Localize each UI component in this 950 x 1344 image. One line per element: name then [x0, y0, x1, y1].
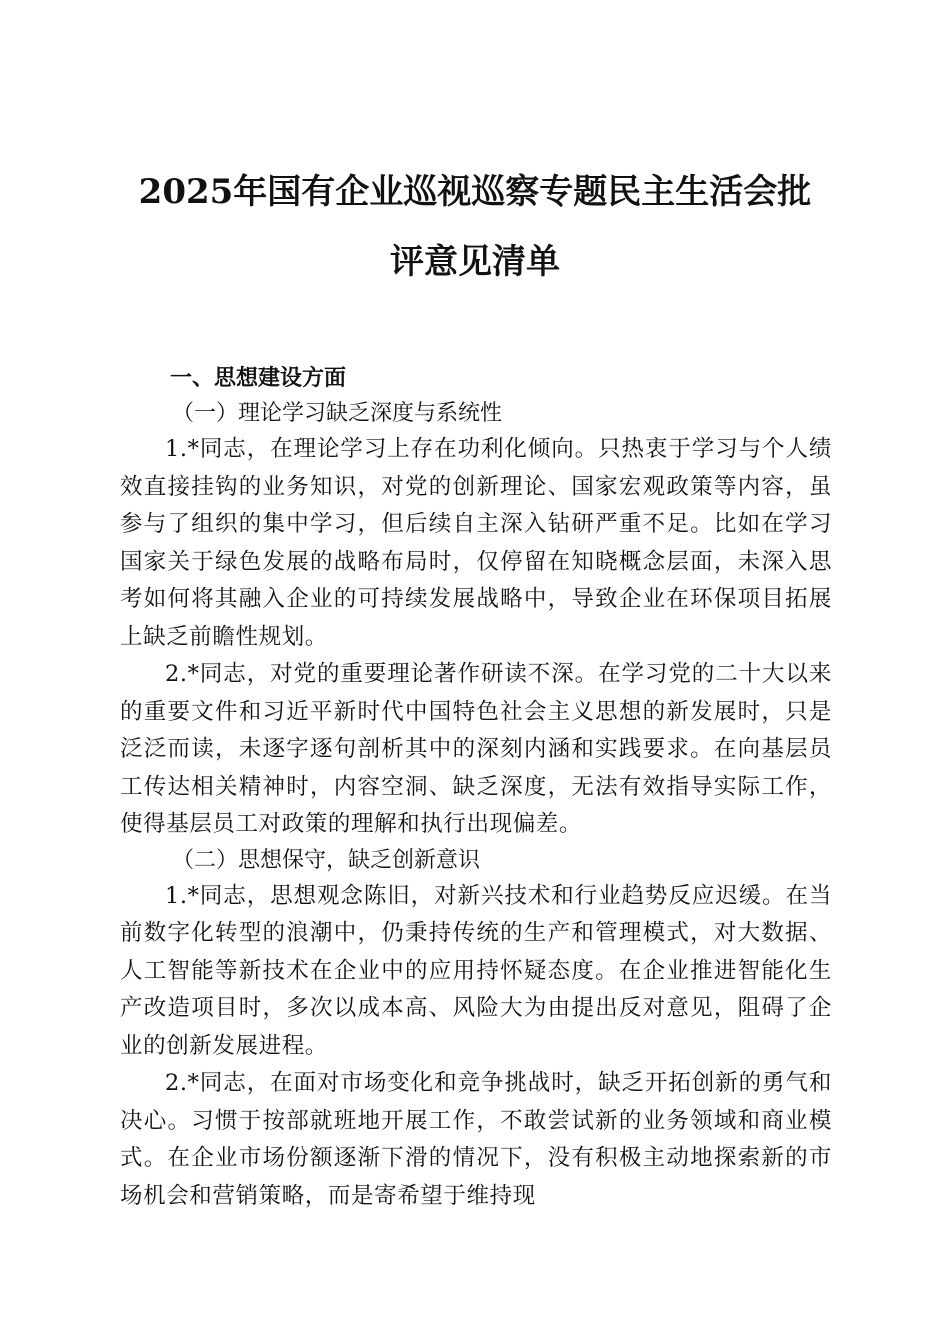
paragraph-innovation-1: 1.*同志，思想观念陈旧，对新兴技术和行业趋势反应迟缓。在当前数字化转型的浪潮中，仍秉持传统的生产和管理模式，对大数据、人工智能等新技术在企业中的应用持怀疑态度。在企业推进智能化生产改造项目时，多次以成本高、风险大为由提出反对意见，阻碍了企业的创新发展进程。: [120, 882, 832, 1059]
document-body: [120, 360, 832, 1215]
section-heading-ideology: 一、思想建设方面: [170, 366, 347, 391]
document-title-line-2: 评意见清单: [390, 242, 560, 282]
subsection-heading-innovation: （二）思想保守，缺乏创新意识: [172, 847, 481, 873]
subsection-heading-theory-study: （一）理论学习缺乏深度与系统性: [172, 401, 503, 426]
paragraph-innovation-2: 2.*同志，在面对市场变化和竞争挑战时，缺乏开拓创新的勇气和决心。习惯于按部就班地开展工作，不敢尝试新的业务领域和商业模式。在企业市场份额逐渐下滑的情况下，没有积极主动地探索新的市场机会和营销策略，而是寄希望于维持现: [120, 1070, 832, 1209]
paragraph-theory-2: 2.*同志，对党的重要理论著作研读不深。在学习党的二十大以来的重要文件和习近平新时代中国特色社会主义思想的新发展时，只是泛泛而读，未逐字逐句剖析其中的深刻内涵和实践要求。在向基层员工传达相关精神时，内容空洞、缺乏深度，无法有效指导实际工作，使得基层员工对政策的理解和执行出现偏差。: [120, 661, 832, 837]
document-title-line-1: 2025年国有企业巡视巡察专题民主生活会批: [138, 172, 812, 212]
paragraph-theory-1: 1.*同志，在理论学习上存在功利化倾向。只热衷于学习与个人绩效直接挂钩的业务知识，对党的创新理论、国家宏观政策等内容，虽参与了组织的集中学习，但后续自主深入钻研严重不足。比如在学习国家关于绿色发展的战略布局时，仅停留在知晓概念层面，未深入思考如何将其融入企业的可持续发展战略中，导致企业在环保项目拓展上缺乏前瞻性规划。: [120, 436, 832, 650]
